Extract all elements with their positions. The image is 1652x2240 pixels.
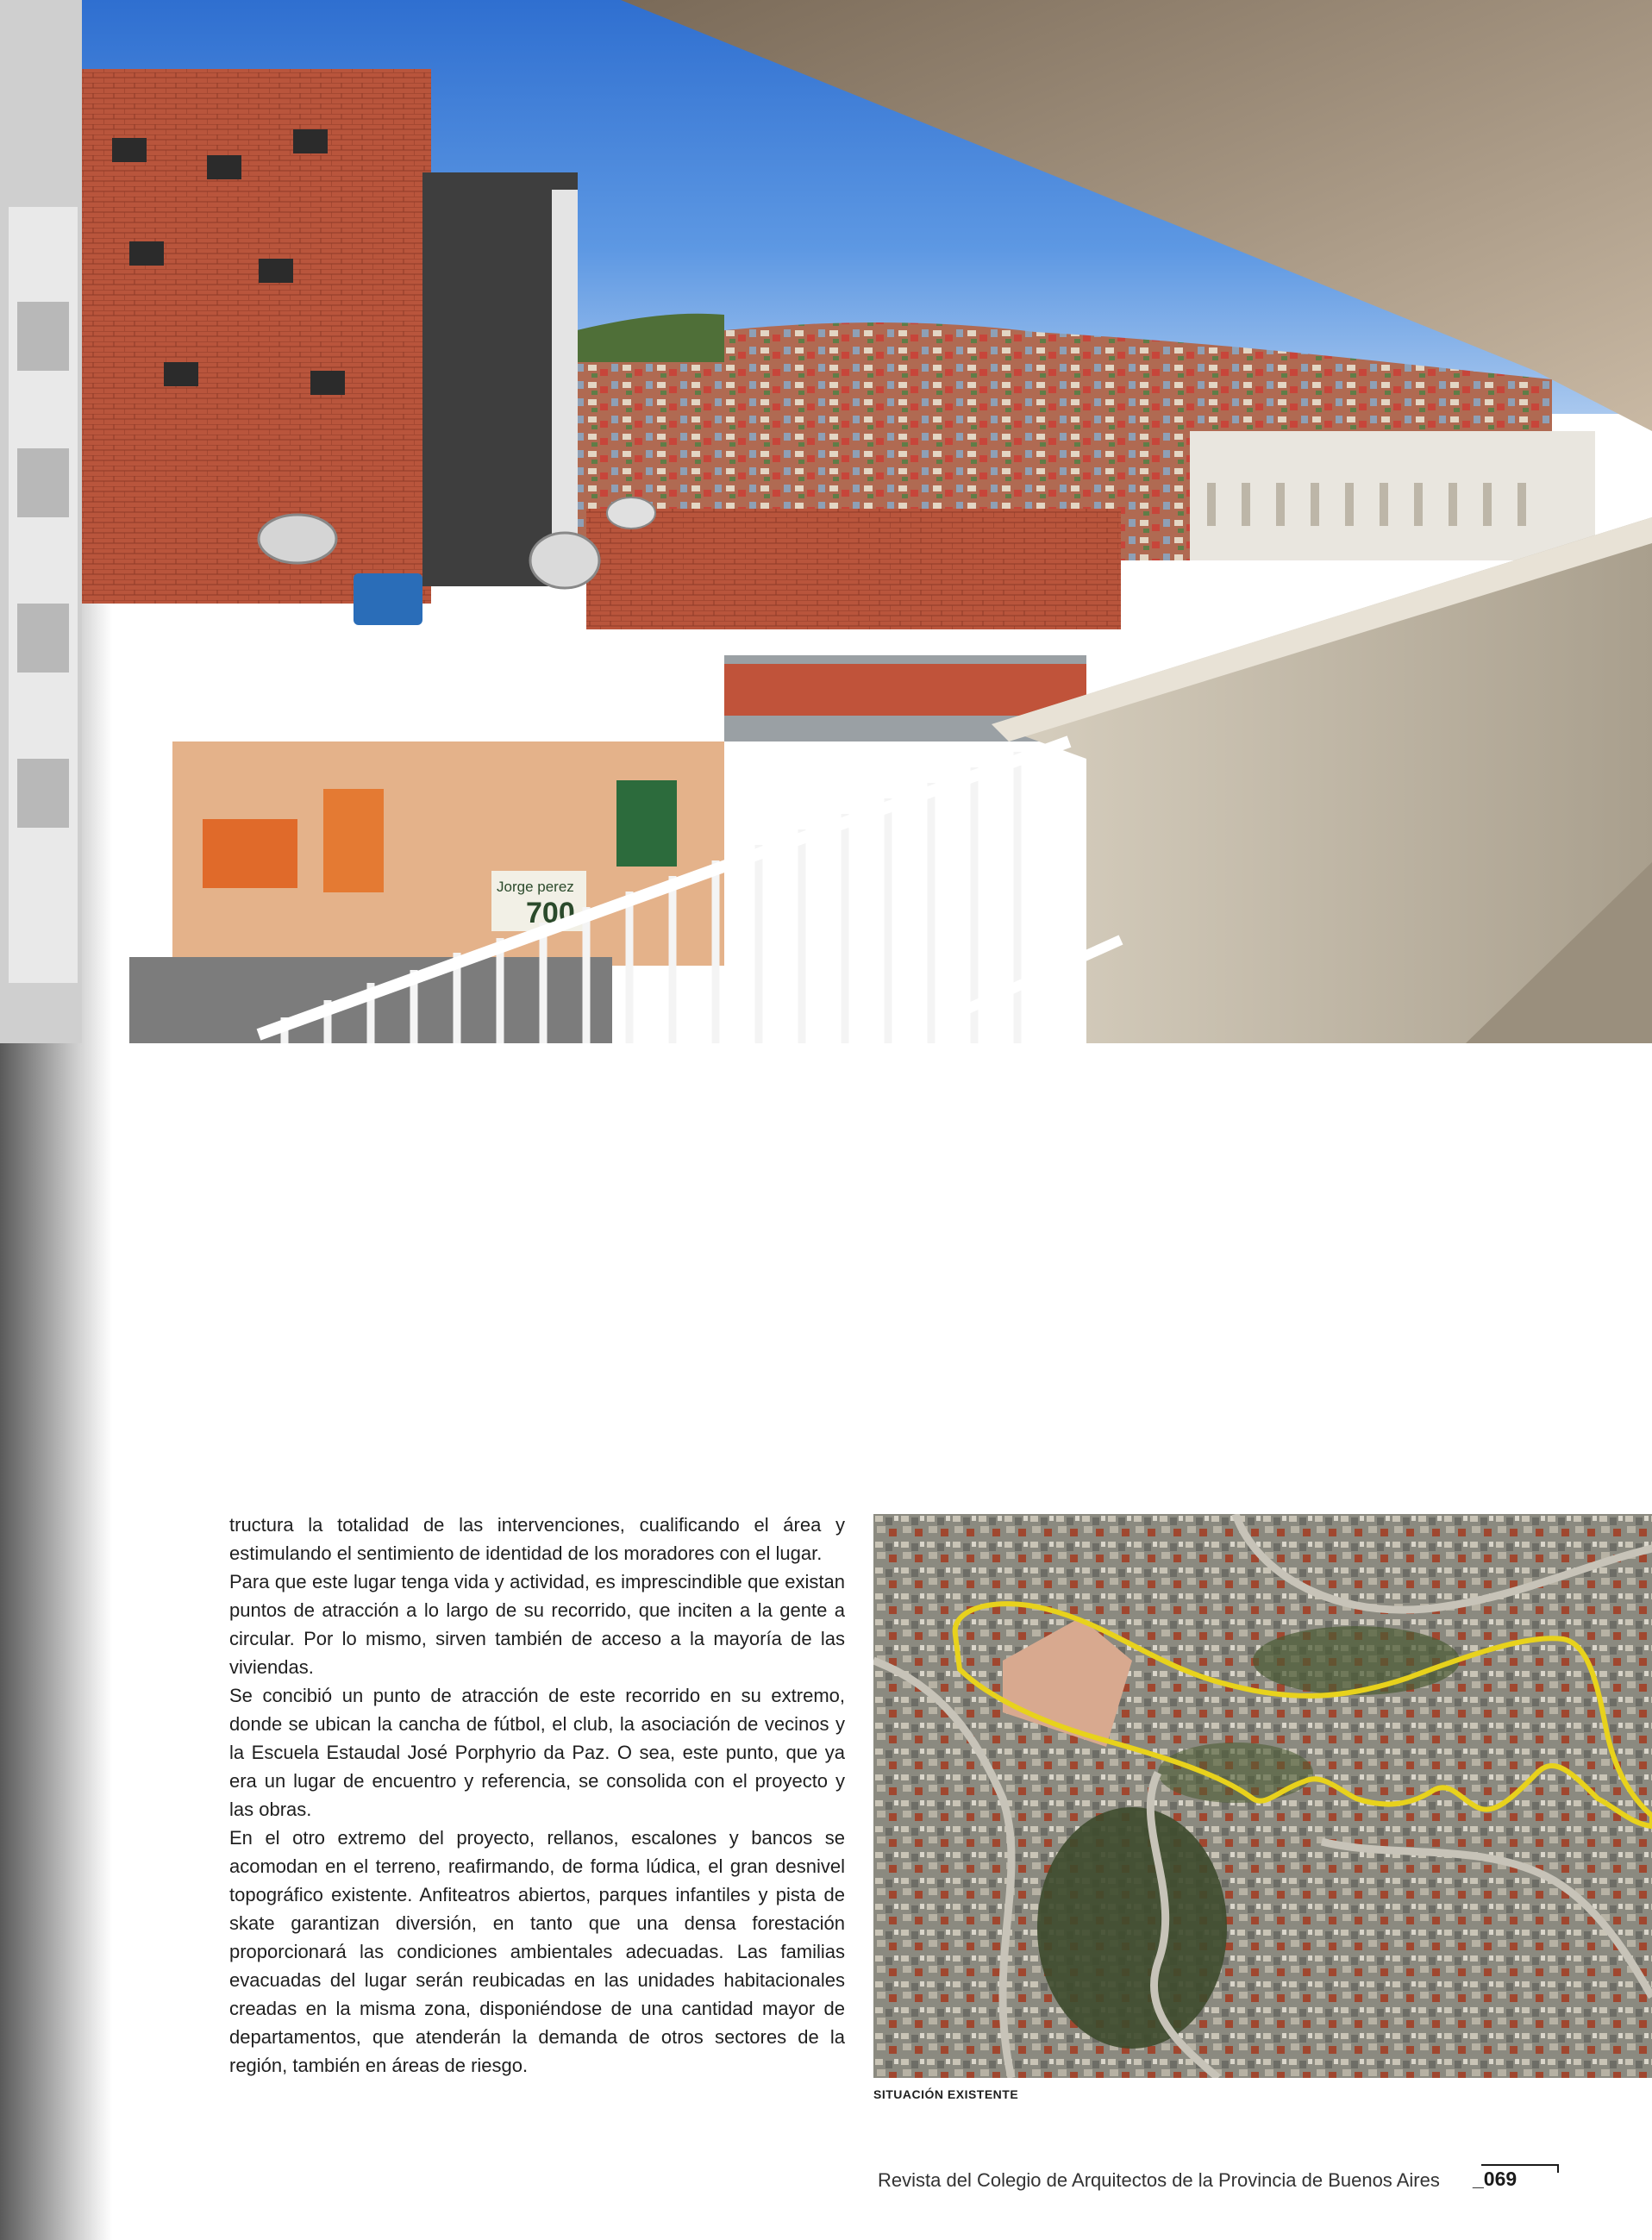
publication-title: Revista del Colegio de Arquitectos de la Provincia de Buenos Aires xyxy=(878,2169,1440,2191)
page-number: _069 xyxy=(1473,2168,1517,2190)
aerial-map xyxy=(873,1514,1652,2078)
footer-tick xyxy=(1557,2164,1559,2173)
sign-text-2: 700 xyxy=(526,897,575,929)
article-paragraph-1: tructura la totalidad de las intervenciones, cualificando el área y estimulando el sentimiento de identidad de los moradores con el lugar. xyxy=(229,1514,845,1564)
page-footer xyxy=(878,2169,1568,2204)
map-caption: SITUACIÓN EXISTENTE xyxy=(873,2087,1019,2101)
footer-rule xyxy=(1481,2164,1559,2166)
aerial-map-image xyxy=(873,1514,1652,2078)
article-paragraph-2: Para que este lugar tenga vida y actividad, es imprescindible que existan puntos de atracción a lo largo de su recorrido, que inciten a la gente a circular. Por lo mismo, sirven también de acceso a la mayoría de las viviendas. xyxy=(229,1571,845,1678)
article-body xyxy=(229,1511,845,2080)
hero-photo-illustration xyxy=(0,0,1652,1043)
sign-text-1: Jorge perez xyxy=(497,879,574,895)
hero-photograph xyxy=(0,0,1652,1043)
article-paragraph-4: En el otro extremo del proyecto, rellanos, escalones y bancos se acomodan en el terreno, reafirmando, de forma lúdica, el gran desnivel topográfico existente. Anfiteatros abiertos, parques infantiles y pista de skate garantizan diversión, en tanto que una densa forestación proporcionará las condiciones ambientales adecuadas. Las familias evacuadas del lugar serán reubicadas en las unidades habitacionales creadas en la misma zona, disponiéndose de una cantidad mayor de departamentos, que atenderán la demanda de otros sectores de la región, también en áreas de riesgo. xyxy=(229,1827,845,2076)
article-paragraph-3: Se concibió un punto de atracción de este recorrido en su extremo, donde se ubican la cancha de fútbol, el club, la asociación de vecinos y la Escuela Estaudal José Porphyrio da Paz. O sea, este punto, que ya era un lugar de encuentro y referencia, se consolida con el proyecto y las obras. xyxy=(229,1685,845,1820)
